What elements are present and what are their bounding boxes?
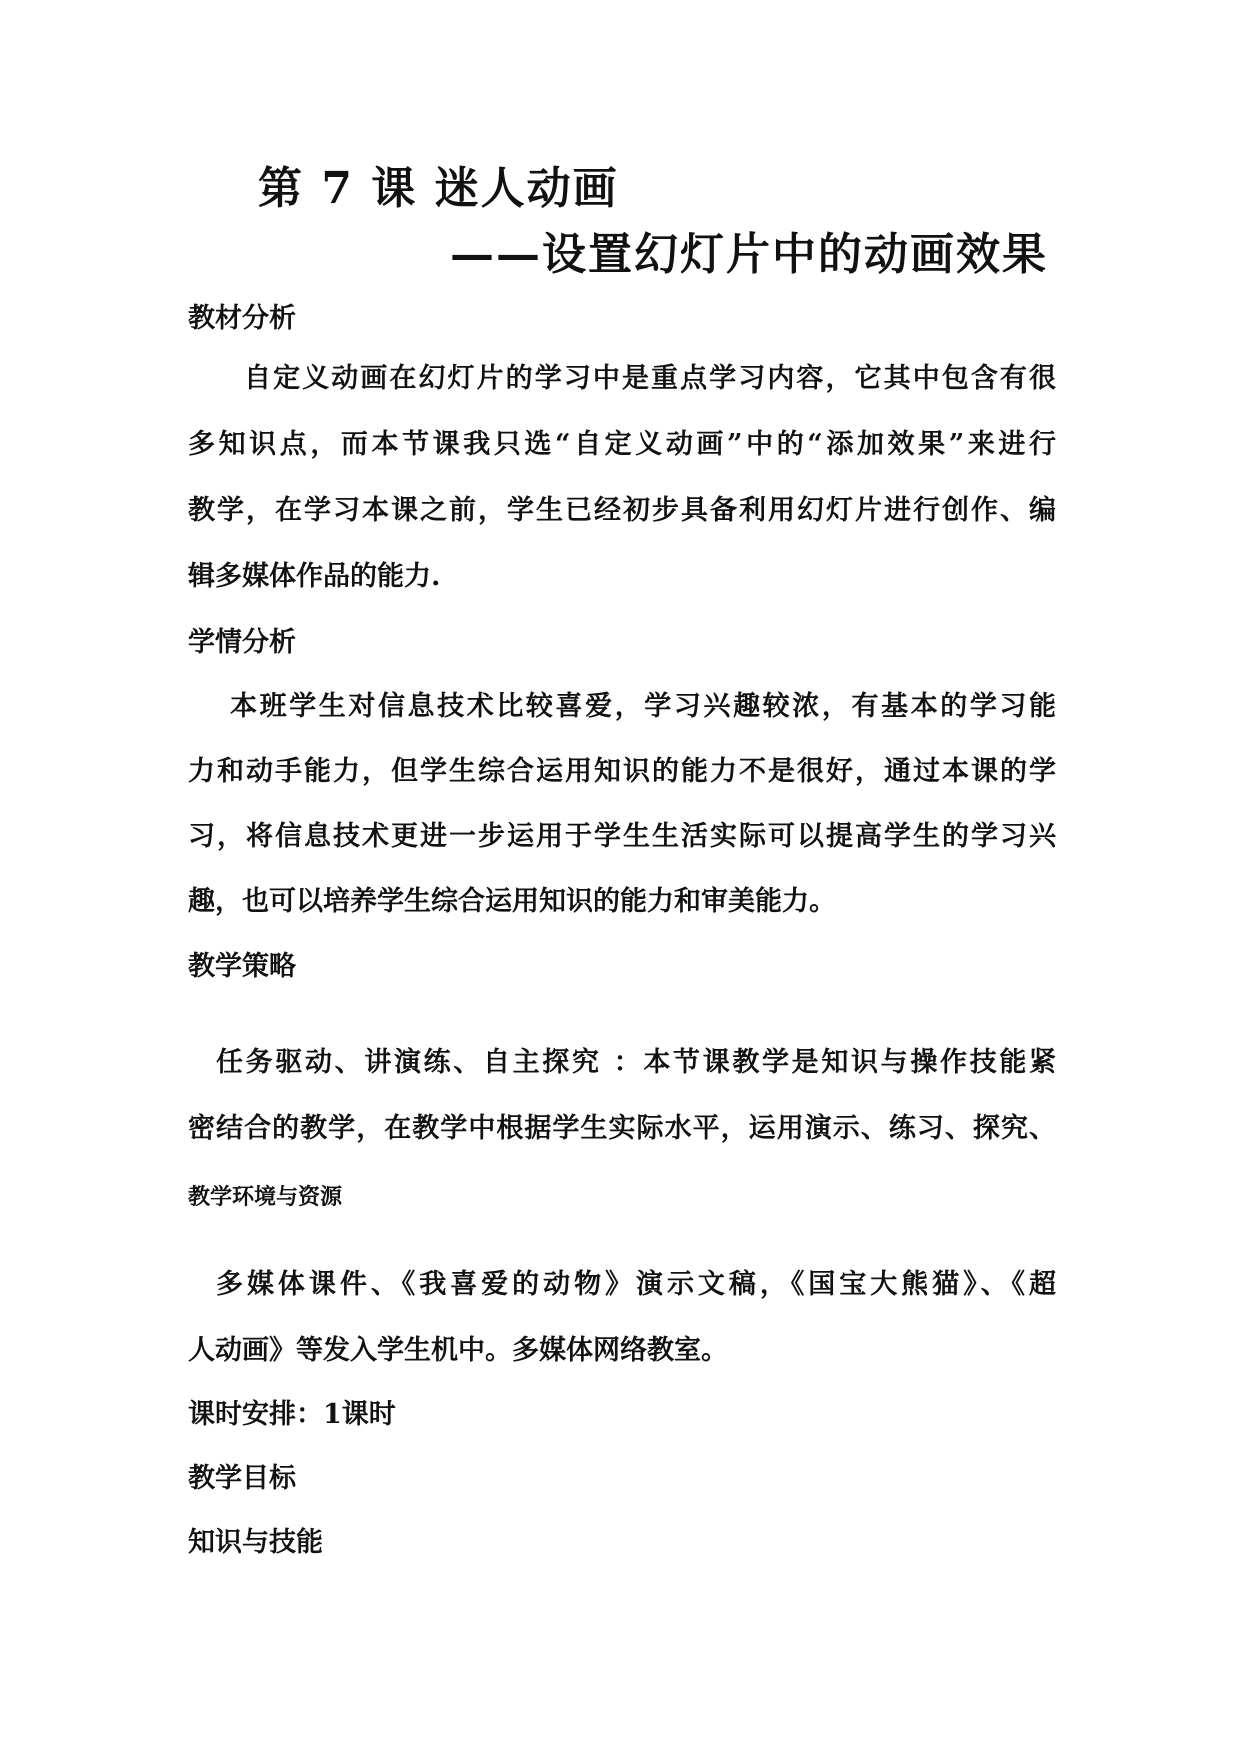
section-heading-material: 教材分析 [188, 303, 296, 334]
schedule-line: 课时安排：1课时 [188, 1399, 396, 1430]
material-line-3: 教学，在学习本课之前，学生已经初步具备利用幻灯片进行创作、编 [188, 495, 1056, 526]
material-line-4: 辑多媒体作品的能力. [188, 561, 441, 592]
section-heading-environment: 教学环境与资源 [188, 1184, 343, 1210]
strategy-line-2: 密结合的教学，在教学中根据学生实际水平，运用演示、练习、探究、 [188, 1113, 1056, 1144]
students-line-2: 力和动手能力，但学生综合运用知识的能力不是很好，通过本课的学 [188, 756, 1056, 787]
section-heading-students: 学情分析 [188, 627, 296, 658]
material-line-2: 多知识点，而本节课我只选“自定义动画”中的“添加效果”来进行 [188, 429, 1056, 460]
section-heading-objectives: 教学目标 [188, 1463, 296, 1494]
section-heading-knowledge: 知识与技能 [188, 1527, 323, 1558]
lesson-subtitle: ——设置幻灯片中的动画效果 [450, 229, 1048, 280]
section-heading-strategy: 教学策略 [188, 951, 296, 982]
lesson-title: 第 7 课 迷人动画 [258, 163, 619, 214]
students-line-3: 习，将信息技术更进一步运用于学生生活实际可以提高学生的学习兴 [188, 821, 1056, 852]
strategy-line-1: 任务驱动、讲演练、自主探究 ：本节课教学是知识与操作技能紧 [216, 1047, 1056, 1078]
students-line-1: 本班学生对信息技术比较喜爱，学习兴趣较浓，有基本的学习能 [230, 691, 1056, 722]
material-line-1: 自定义动画在幻灯片的学习中是重点学习内容，它其中包含有很 [244, 363, 1056, 394]
environment-line-2: 人动画》等发入学生机中。多媒体网络教室。 [188, 1335, 728, 1366]
environment-line-1: 多媒体课件、《我喜爱的动物》演示文稿，《国宝大熊猫》、《超 [216, 1269, 1056, 1300]
students-line-4: 趣，也可以培养学生综合运用知识的能力和审美能力。 [188, 886, 836, 917]
